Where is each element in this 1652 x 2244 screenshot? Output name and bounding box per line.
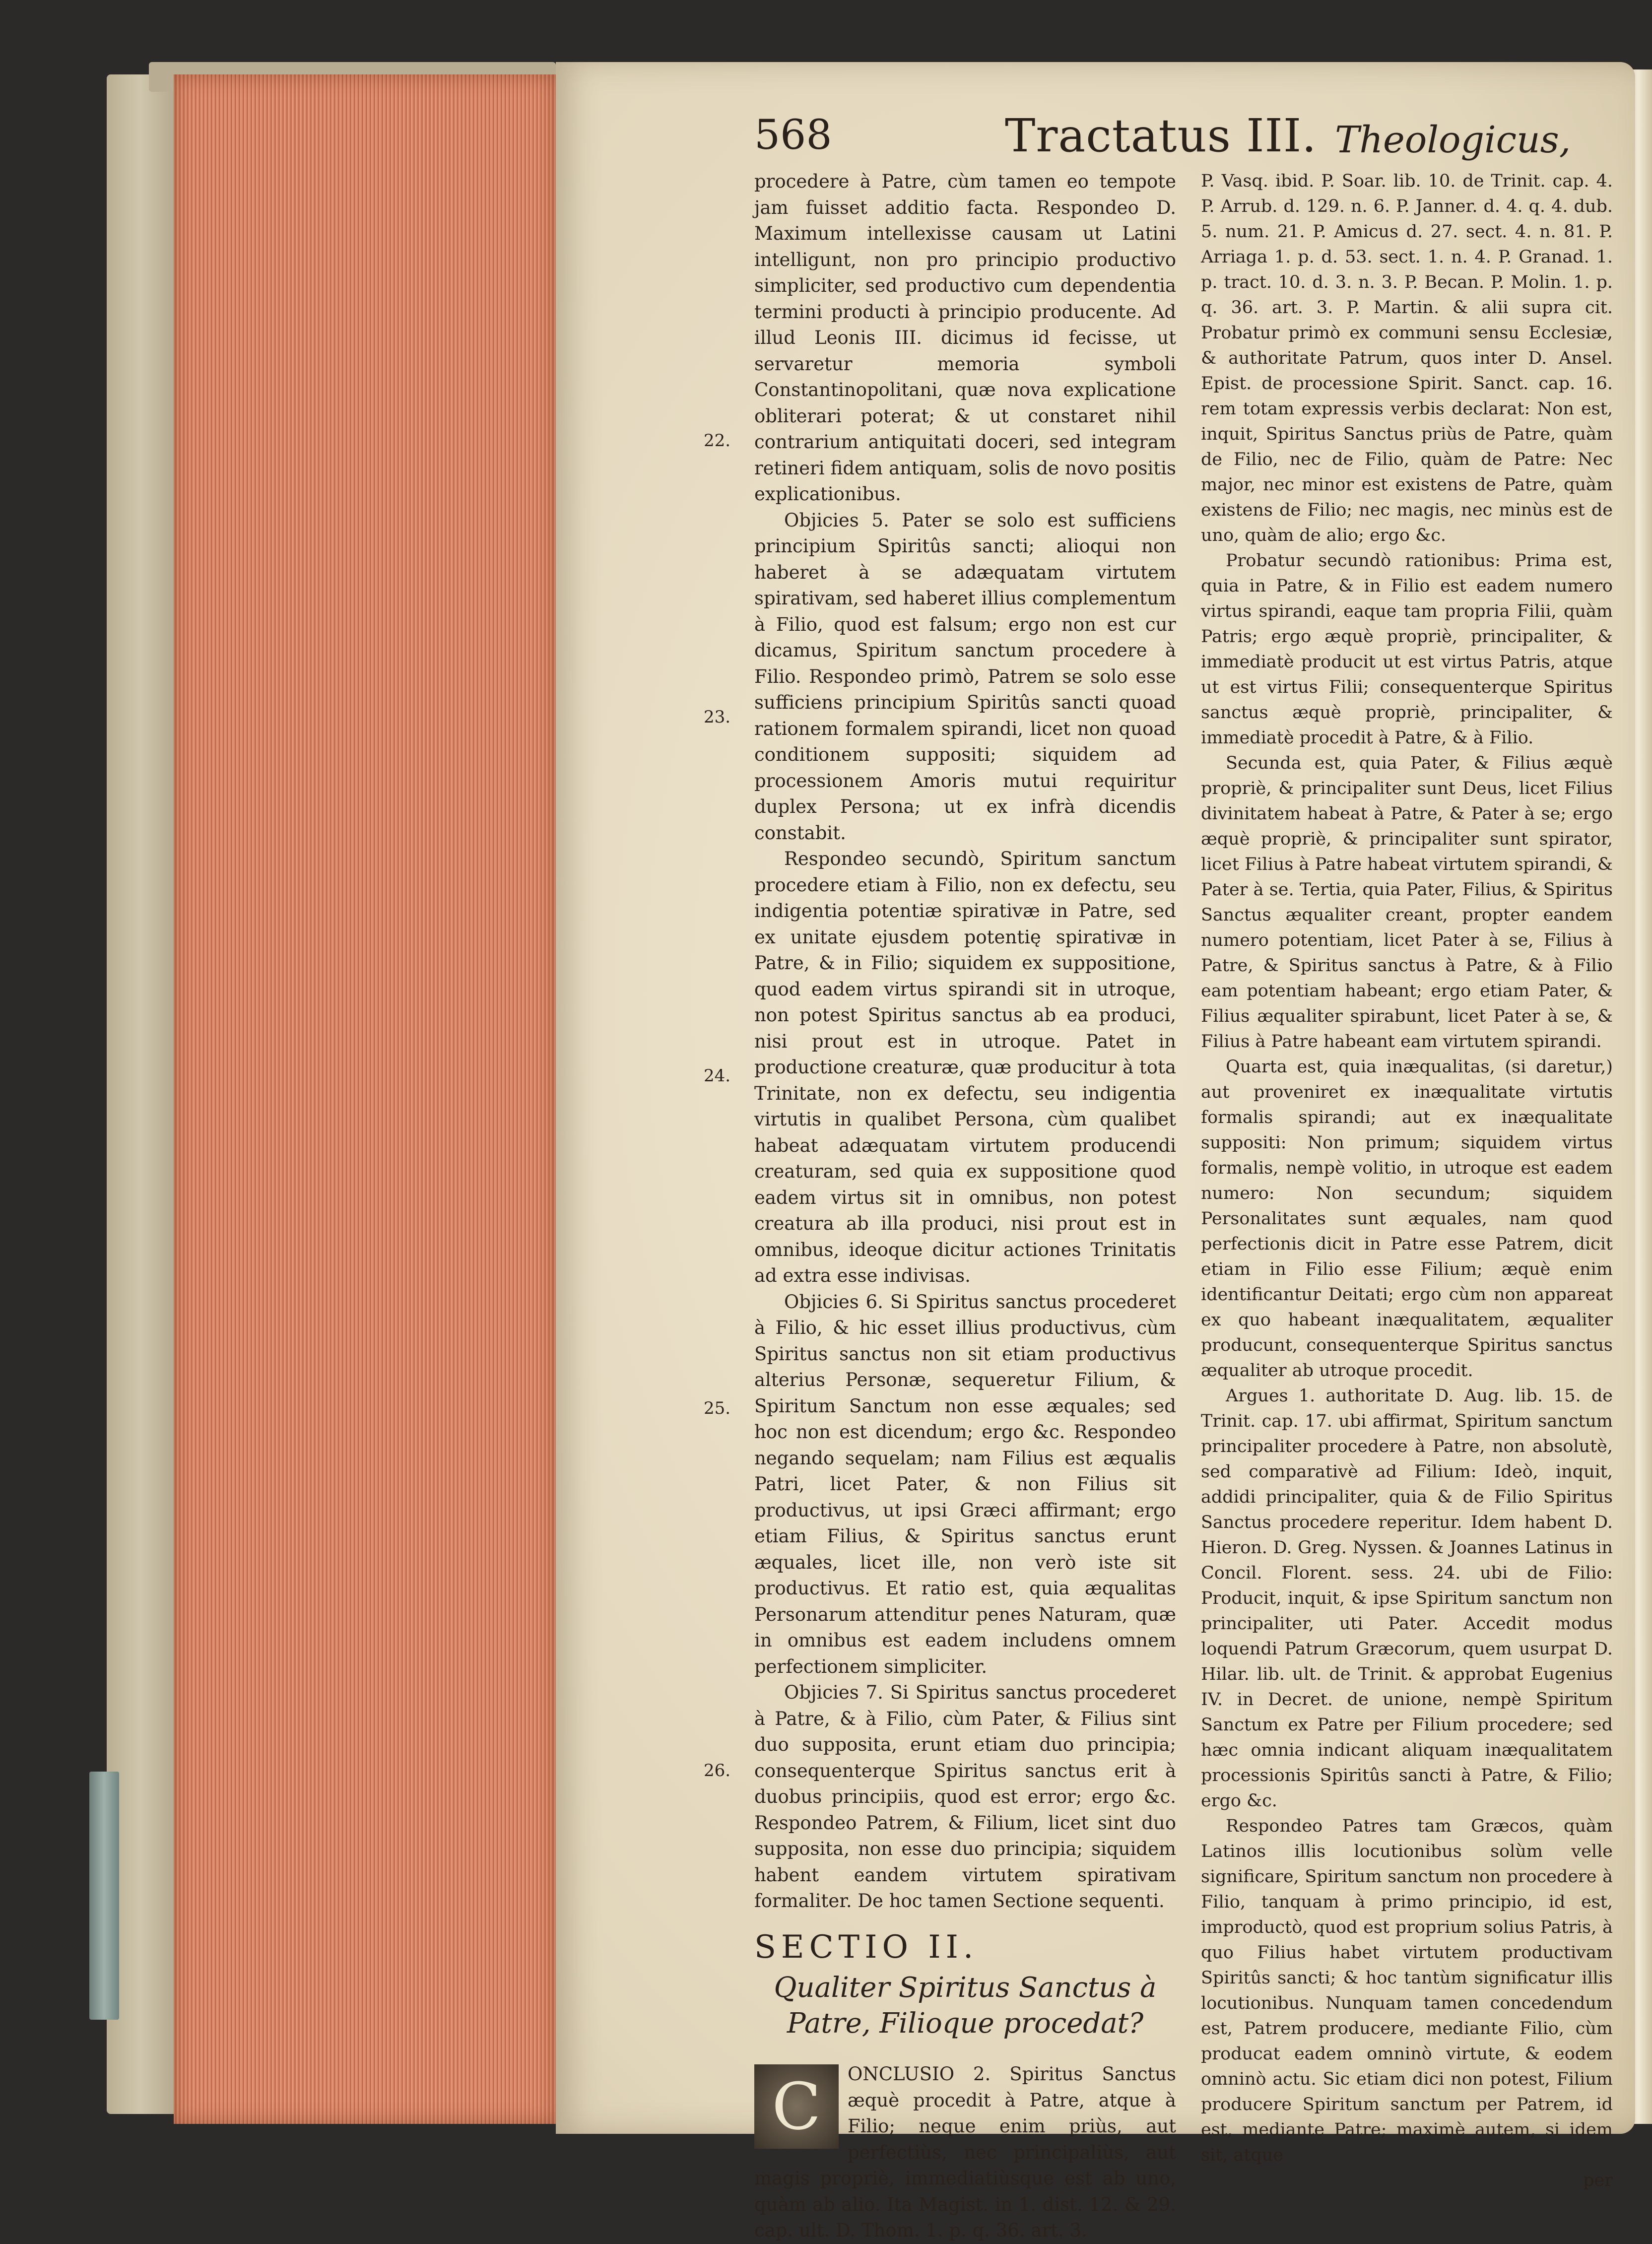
page-number: 568 [754, 112, 832, 159]
running-head [744, 107, 1638, 166]
section-question: Qualiter Spiritus Sanctus à Patre, Filioque procedat? [774, 1972, 1157, 2040]
paragraph: Probatur secundò rationibus: Prima est, quia in Patre, & in Filio est eadem numero virtus spirandi, eaque tam propria Filii, quàm Patris; ergo æquè propriè, principaliter, & immediatè producit ut est virtus Patris, atque ut est virtus Filii; consequenterque Spiritus sanctus æquè propriè, principaliter, & immediatè procedit à Patre, & à Filio. [1201, 551, 1613, 748]
paragraph: Argues 1. authoritate D. Aug. lib. 15. de Trinit. cap. 17. ubi affirmat, Spiritum sanctum principaliter procedere à Patre, non absolutè, sed comparativè ad Filium: Ideò, inquit, addidi principaliter, quia & de Filio Spiritus Sanctus procedere reperitur. Idem habent D. Hieron. D. Greg. Nyssen. & Joannes Latinus in Concil. Florent. sess. 24. ubi de Filio: Producit, inquit, & ipse Spiritum sanctum non principaliter, uti Pater. Accedit modus loquendi Patrum Græcorum, quem usurpat D. Hilar. lib. ult. de Trinit. & approbat Eugenius IV. in Decret. de unione, nempè Spiritum Sanctum ex Patre per Filium procedere; sed hæc omnia indicant aliquam inæqualitatem processionis Spiritûs sancti à Patre, & Filio; ergo &c. [1201, 1386, 1613, 1811]
paragraph: Quarta est, quia inæqualitas, (si daretur,) aut proveniret ex inæqualitate virtutis formalis spirandi; aut ex inæqualitate suppositi: Non primum; siquidem virtus formalis, nempè volitio, in utroque est eadem numero: Non secundum; siquidem Personalitates sunt æquales, nam quod perfectionis dicit in Patre esse Patrem, dicit etiam in Filio esse Filium; æquè enim identificantur Deitati; ergo cùm non appareat ex quo habeant inæqualitatem, æqualiter producunt, consequenterque Spiritus sanctus æqualiter ab utroque procedit. [1201, 1057, 1613, 1381]
paragraph: Respondeo secundò, Spiritum sanctum procedere etiam à Filio, non ex defectu, seu indigentia potentiæ spirativæ in Patre, sed ex unitate ejusdem potentię spirativæ in Patre, & in Filio; siquidem ex suppositione, quod eadem virtus spirandi sit in utroque, non potest Spiritus sanctus ab ea produci, nisi prout est in utroque. Patet in productione creaturæ, quæ producitur à tota Trinitate, non ex defectu, seu indigentia virtutis in qualibet Persona, cùm qualibet habeat adæquatam virtutem producendi creaturam, sed quia ex suppositione quod eadem virtus sit in omnibus, non potest creatura ab illa produci, nisi prout est in omnibus, ideoque dicitur actiones Trinitatis ad extra esse indivisas. [754, 848, 1176, 1286]
right-text-column [1201, 169, 1613, 2193]
paragraph: procedere à Patre, cùm tamen eo tempote jam fuisset additio facta. Respondeo D. Maximum intellexisse causam ut Latini intelligunt, non pro principio productivo simpliciter, sed productivo cum dependentia termini producti à principio producente. Ad illud Leonis III. dicimus id fecisse, ut servaretur memoria symboli Constantinopolitani, quæ nova explicatione obliterari poterat; & ut constaret nihil contrarium antiquitati doceri, sed integram retineri fidem antiquam, solis de novo positis explicationibus. [754, 171, 1176, 505]
section-heading: SECTIO II. [754, 1928, 979, 1966]
paragraph: Objicies 5. Pater se solo est sufficiens principium Spiritûs sancti; alioqui non haberet à se adæquatam virtutem spirativam, sed haberet illius complementum à Filio, quod est falsum; ergo non est cur dicamus, Spiritum sanctum procedere à Filio. Respondeo primò, Patrem se solo esse sufficiens principium Spiritûs sancti quoad rationem formalem spirandi, licet non quoad conditionem suppositi; siquidem ad processionem Amoris mutui requiritur duplex Persona; ut ex infrà dicendis constabit. [754, 509, 1176, 844]
catchword: per [1583, 2171, 1613, 2190]
margin-number: 24. [704, 1066, 731, 1086]
paragraph: Secunda est, quia Pater, & Filius æquè propriè, & principaliter sunt Deus, licet Filius divinitatem habeat à Patre, & Pater à se; ergo æquè propriè, & principaliter sunt spirator, licet Filius à Patre habeat virtutem spirandi, & Pater à se. Tertia, quia Pater, Filius, & Spiritus Sanctus æqualiter creant, propter eandem numero potentiam, licet Pater à se, Filius à Patre, & Spiritus sanctus à Patre, & à Filio eam potentiam habeant; ergo etiam Pater, & Filius æqualiter spirabunt, licet Pater à se, & Filius à Patre habeant eam virtutem spirandi. [1201, 753, 1613, 1052]
paragraph [754, 2061, 1176, 2244]
paragraph: Objicies 7. Si Spiritus sanctus procederet à Patre, & à Filio, cùm Pater, & Filius sint duo supposita, erunt etiam duo principia; consequenterque Spiritus sanctus erit à duobus principiis, quod est error; ergo &c. Respondeo Patrem, & Filium, licet sint duo supposita, non esse duo principia; siquidem habent eandem virtutem spirativam formaliter. De hoc tamen Sectione sequenti. [754, 1682, 1176, 1912]
running-subtitle: Theologicus, [1335, 119, 1571, 161]
paragraph: Objicies 6. Si Spiritus sanctus procederet à Filio, & hic esset illius productivus, cùm Spiritus sanctus non sit etiam productivus alterius Personæ, sequeretur Filium, & Spiritum Sanctum non esse æquales; sed hoc non est dicendum; ergo &c. Respondeo negando sequelam; nam Filius est æqualis Patri, licet Pater, & non Filius sit productivus, ut ipsi Græci affirmant; ergo etiam Filius, & Spiritus sanctus erunt æquales, licet ille, non verò iste sit productivus. Et ratio est, quia æqualitas Personarum attenditur penes Naturam, quæ in omnibus est eadem includens omnem perfectionem simpliciter. [754, 1291, 1176, 1677]
margin-number: 22. [704, 431, 731, 451]
decorated-initial: C [754, 2064, 839, 2149]
running-title: Tractatus III. [1005, 109, 1317, 162]
paragraph-text: ONCLUSIO 2. Spiritus Sanctus æquè procedit à Patre, atque à Filio; neque enim priùs, aut perfectiùs, nec principaliùs, aut magis propriè, immediatiùsque est ab uno, quàm ab alio. Ita Magist. in 1. dist. 12. & 29. cap. ult. D. Thom. 1. p. q. 36. art. 3. [754, 2063, 1176, 2241]
bookmark-tab [89, 1772, 119, 2020]
red-page-edges [174, 74, 559, 2124]
paragraph: Respondeo Patres tam Græcos, quàm Latinos illis locutionibus solùm velle significare, Spiritum sanctum non procedere à Filio, tanquam à primo principio, id est, improductò, quod est proprium solius Patris, à quo Filius habet virtutem productivam Spiritûs sancti; & hoc tantùm significatur illis locutionibus. Nunquam tamen concedendum est, Patrem producere, mediante Filio, cùm producat eadem omninò virtute, & eodem omninò actu. Sic etiam dici non potest, Filium producere Spiritum sanctum per Patrem, id est, mediante Patre; maximè autem, si idem sit, atque [1201, 1816, 1613, 2165]
margin-number: 23. [704, 707, 731, 727]
margin-number: 26. [704, 1761, 731, 1781]
paragraph: P. Vasq. ibid. P. Soar. lib. 10. de Trinit. cap. 4. P. Arrub. d. 129. n. 6. P. Janner. d. 4. q. 4. dub. 5. num. 21. P. Amicus d. 27. sect. 4. n. 81. P. Arriaga 1. p. d. 53. sect. 1. n. 4. P. Granad. 1. p. tract. 10. d. 3. n. 3. P. Becan. P. Molin. 1. p. q. 36. art. 3. P. Martin. & alii supra cit. Probatur primò ex communi sensu Ecclesiæ, & authoritate Patrum, quos inter D. Ansel. Epist. de processione Spirit. Sanct. cap. 16. rem totam expressis verbis declarat: Non est, inquit, Spiritus Sanctus priùs de Patre, quàm de Filio, nec de Filio, quàm de Patre: Nec major, nec minor est existens de Patre, quàm existens de Filio; nec magis, nec minùs est de uno, quàm de alio; ergo &c. [1201, 171, 1613, 545]
left-text-column [754, 169, 1176, 2244]
margin-number: 25. [704, 1398, 731, 1418]
